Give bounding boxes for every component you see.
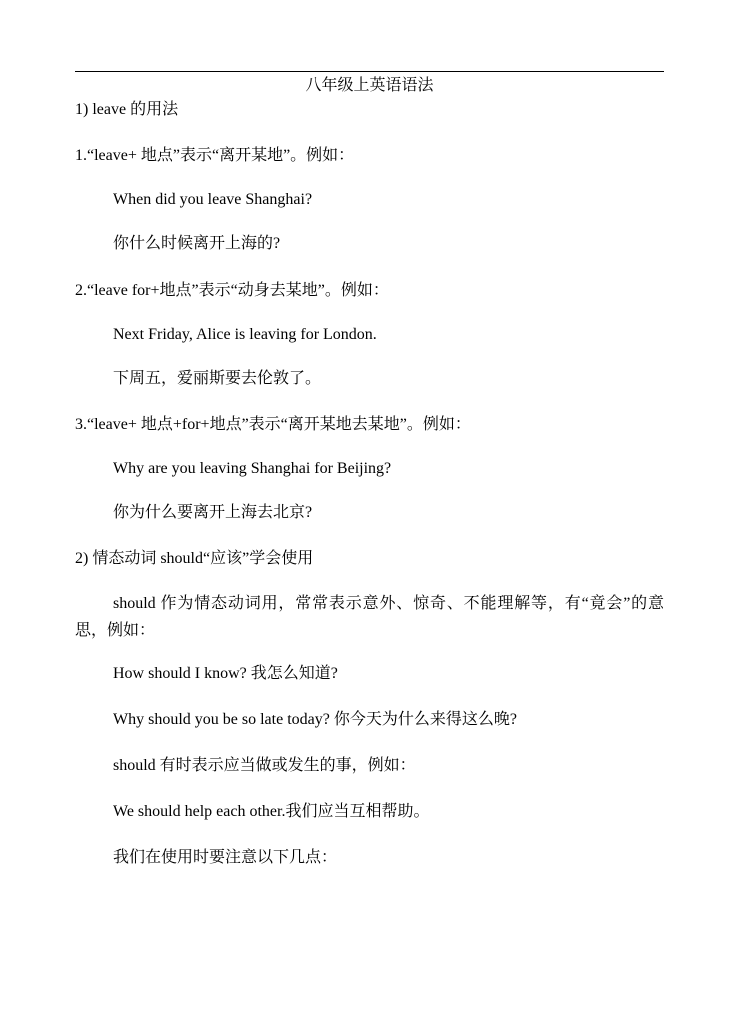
should-note: should 有时表示应当做或发生的事，例如： xyxy=(113,757,416,774)
document-title: 八年级上英语语法 xyxy=(305,77,434,94)
should-usage-paragraph: should 作为情态动词用，常常表示意外、惊奇、不能理解等，有“竟会”的意思，例如： xyxy=(75,595,664,639)
example-1-english: When did you leave Shanghai? xyxy=(113,191,313,208)
section-2-heading: 2) 情态动词 should“应该”学会使用 xyxy=(75,550,314,567)
rule-item-1: 1.“leave+ 地点”表示“离开某地”。例如： xyxy=(75,147,355,164)
example-2-chinese: 下周五，爱丽斯要去伦敦了。 xyxy=(113,370,322,387)
example-1-chinese: 你什么时候离开上海的? xyxy=(113,235,281,252)
example-2-english: Next Friday, Alice is leaving for London. xyxy=(113,326,377,343)
closing-line: 我们在使用时要注意以下几点： xyxy=(113,849,338,866)
rule-item-2: 2.“leave for+地点”表示“动身去某地”。例如： xyxy=(75,282,389,299)
should-example-3: We should help each other.我们应当互相帮助。 xyxy=(113,803,430,820)
section-1-heading: 1) leave 的用法 xyxy=(75,101,179,118)
example-3-english: Why are you leaving Shanghai for Beijing? xyxy=(113,460,392,477)
should-example-1: How should I know? 我怎么知道? xyxy=(113,665,338,682)
header-rule xyxy=(75,71,664,72)
rule-item-3: 3.“leave+ 地点+for+地点”表示“离开某地去某地”。例如： xyxy=(75,416,471,433)
example-3-chinese: 你为什么要离开上海去北京? xyxy=(113,504,313,521)
should-example-2: Why should you be so late today? 你今天为什么来得这么晚? xyxy=(113,711,517,728)
